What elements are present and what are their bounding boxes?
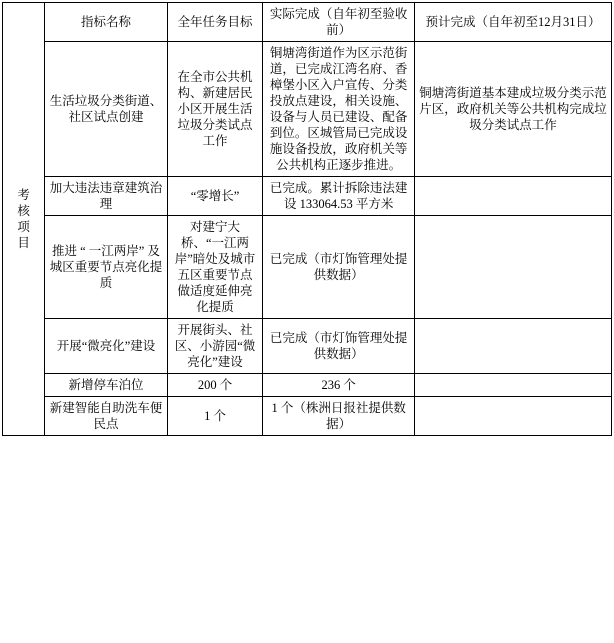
cell-annual-target: 在全市公共机构、新建居民小区开展生活垃圾分类试点工作 (167, 42, 262, 177)
header-actual-completion: 实际完成（自年初至验收前） (263, 3, 415, 42)
cell-indicator-name: 开展“微亮化”建设 (45, 319, 168, 374)
cell-actual-completion: 铜塘湾街道作为区示范街道，已完成江湾名府、香樟堡小区入户宣传、分类投放点建设，相关设施、设备与人员已建设、配备到位。区城管局已完成设施设备投放，政府机关等公共机构正逐步推进。 (263, 42, 415, 177)
row-group-label-char: 项 (17, 220, 30, 234)
table-row (3, 42, 612, 177)
header-annual-target: 全年任务目标 (167, 3, 262, 42)
cell-expected-completion (415, 177, 612, 216)
cell-expected-completion (415, 319, 612, 374)
table-row (3, 319, 612, 374)
table-row (3, 374, 612, 397)
cell-actual-completion: 已完成（市灯饰管理处提供数据） (263, 319, 415, 374)
cell-annual-target: “零增长” (167, 177, 262, 216)
cell-expected-completion (415, 397, 612, 436)
cell-annual-target: 200 个 (167, 374, 262, 397)
header-expected-completion: 预计完成（自年初至12月31日） (415, 3, 612, 42)
cell-actual-completion: 236 个 (263, 374, 415, 397)
cell-indicator-name: 新增停车泊位 (45, 374, 168, 397)
table-row (3, 177, 612, 216)
cell-actual-completion: 已完成。累计拆除违法建设 133064.53 平方米 (263, 177, 415, 216)
row-group-label-char: 考 (17, 188, 30, 202)
cell-expected-completion (415, 216, 612, 319)
row-group-label-char: 核 (17, 204, 30, 218)
cell-indicator-name: 生活垃圾分类街道、社区试点创建 (45, 42, 168, 177)
row-group-label (3, 3, 45, 436)
cell-actual-completion: 已完成（市灯饰管理处提供数据） (263, 216, 415, 319)
cell-annual-target: 开展街头、社区、小游园“微亮化”建设 (167, 319, 262, 374)
document-page (0, 2, 614, 643)
cell-expected-completion: 铜塘湾街道基本建成垃圾分类示范片区，政府机关等公共机构完成垃圾分类试点工作 (415, 42, 612, 177)
cell-annual-target: 对建宁大桥、“一江两岸”暗处及城市五区重要节点做适度延伸亮化提质 (167, 216, 262, 319)
table-row (3, 397, 612, 436)
cell-annual-target: 1 个 (167, 397, 262, 436)
cell-indicator-name: 新建智能自助洗车便民点 (45, 397, 168, 436)
row-group-label-text (7, 187, 40, 251)
cell-indicator-name: 推进 “ 一江两岸” 及城区重要节点亮化提质 (45, 216, 168, 319)
cell-expected-completion (415, 374, 612, 397)
header-indicator-name: 指标名称 (45, 3, 168, 42)
cell-indicator-name: 加大违法违章建筑治理 (45, 177, 168, 216)
cell-actual-completion: 1 个（株洲日报社提供数据） (263, 397, 415, 436)
table-header-row (3, 3, 612, 42)
assessment-table (2, 2, 612, 436)
row-group-label-char: 目 (17, 236, 30, 250)
table-row (3, 216, 612, 319)
